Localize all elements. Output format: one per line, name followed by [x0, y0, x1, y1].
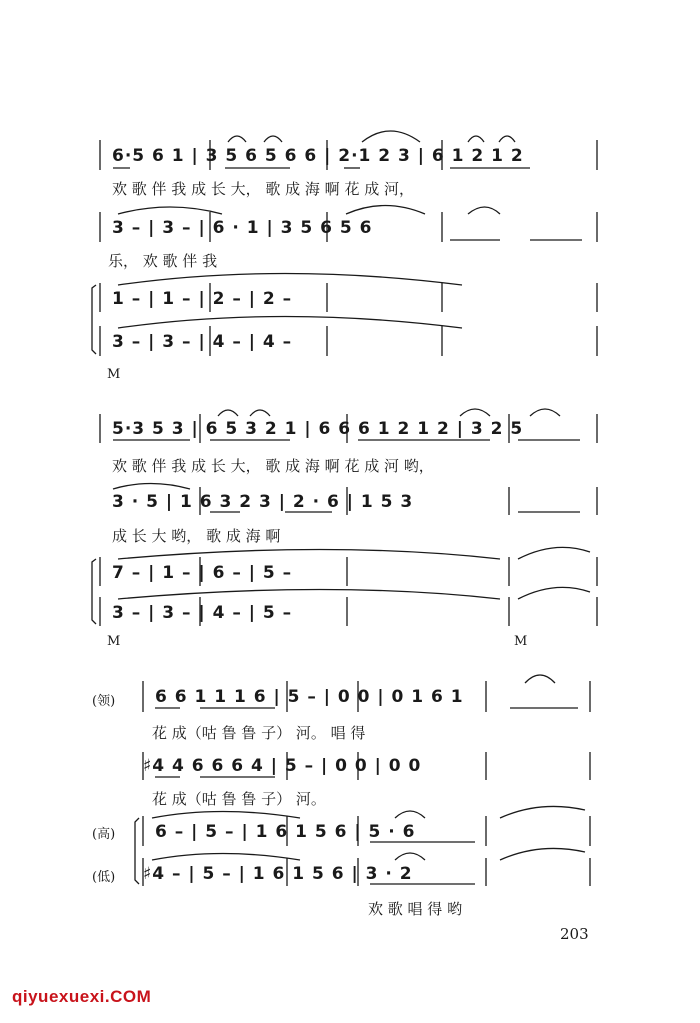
part-label-low: (低) — [92, 870, 116, 885]
page-number: 203 — [560, 925, 589, 943]
slur — [500, 848, 585, 860]
slur — [118, 550, 500, 560]
notation-row: 3 – | 3 – | 4 – | 5 – — [112, 603, 293, 623]
lyric-row: 成 长 大 哟， 歌 成 海 啊 — [112, 527, 281, 545]
slur — [500, 806, 585, 818]
slur — [525, 675, 555, 683]
notation-row: 3 – | 3 – | 4 – | 4 – — [112, 332, 293, 352]
slur — [264, 136, 282, 142]
notation-row: 3 – | 3 – | 6 · 1 | 3 5 6 5 6 — [112, 218, 373, 238]
slur — [152, 812, 300, 819]
slur — [395, 853, 425, 860]
notation-row: 6 – | 5 – | 1 6 1 5 6 | 5 · 6 — [155, 822, 416, 842]
system-brace — [135, 818, 139, 884]
slur — [113, 484, 190, 490]
notation-row: ♯4 – | 5 – | 1 6 1 5 6 | 3 · 2 — [143, 864, 413, 884]
slur — [499, 136, 515, 142]
notation-row: 3 · 5 | 1 6 3 2 3 | 2 · 6 | 1 5 3 — [112, 492, 414, 512]
lyric-row: 欢 歌 唱 得 哟 — [368, 900, 463, 918]
notation-row: 1 – | 1 – | 2 – | 2 – — [112, 289, 293, 309]
slur — [218, 410, 238, 416]
lyric-row: 乐， 欢 歌 伴 我 — [108, 252, 218, 270]
slur — [118, 207, 222, 214]
chord-mark: M — [514, 634, 528, 649]
system-brace — [92, 285, 96, 354]
slur — [468, 207, 500, 214]
chord-mark: M — [107, 367, 121, 382]
notation-row: ♯4 4 6 6 6 4 | 5 – | 0 0 | 0 0 — [143, 756, 422, 776]
notation-row: 6 6 1 1 1 6 | 5 – | 0 0 | 0 1 6 1 — [155, 687, 464, 707]
slur — [250, 410, 270, 416]
notation-row: 5·3 5 3 | 6 5 3 2 1 | 6 6 6 1 2 1 2 | 3 2 5 — [112, 419, 524, 439]
slur — [152, 854, 300, 861]
lyric-row: 欢 歌 伴 我 成 长 大， 歌 成 海 啊 花 成 河 哟， — [112, 457, 434, 475]
slur — [118, 317, 462, 329]
lyric-row: 花 成（咕 鲁 鲁 子） 河。 — [152, 790, 326, 808]
slur — [460, 409, 490, 416]
slur — [228, 136, 246, 142]
part-label-lead: (领) — [92, 694, 116, 709]
slur — [118, 274, 462, 286]
slur — [468, 136, 484, 142]
slur — [362, 131, 420, 142]
site-watermark: qiyuexuexi.COM — [12, 987, 152, 1006]
slur — [118, 590, 500, 600]
slur — [518, 547, 590, 559]
notation-row: 7 – | 1 – | 6 – | 5 – — [112, 563, 293, 583]
slur — [530, 409, 560, 416]
part-label-high: (高) — [92, 827, 116, 842]
system-brace — [92, 559, 96, 624]
chord-mark: M — [107, 634, 121, 649]
slur — [395, 811, 425, 818]
slur — [518, 587, 590, 599]
slur — [346, 206, 425, 215]
lyric-row: 欢 歌 伴 我 成 长 大， 歌 成 海 啊 花 成 河， — [112, 180, 414, 198]
notation-row: 6·5 6 1 | 3 5 6 5 6 6 | 2·1 2 3 | 6 1 2 1 2 — [112, 146, 524, 166]
lyric-row: 花 成（咕 鲁 鲁 子） 河。 唱 得 — [152, 724, 366, 742]
